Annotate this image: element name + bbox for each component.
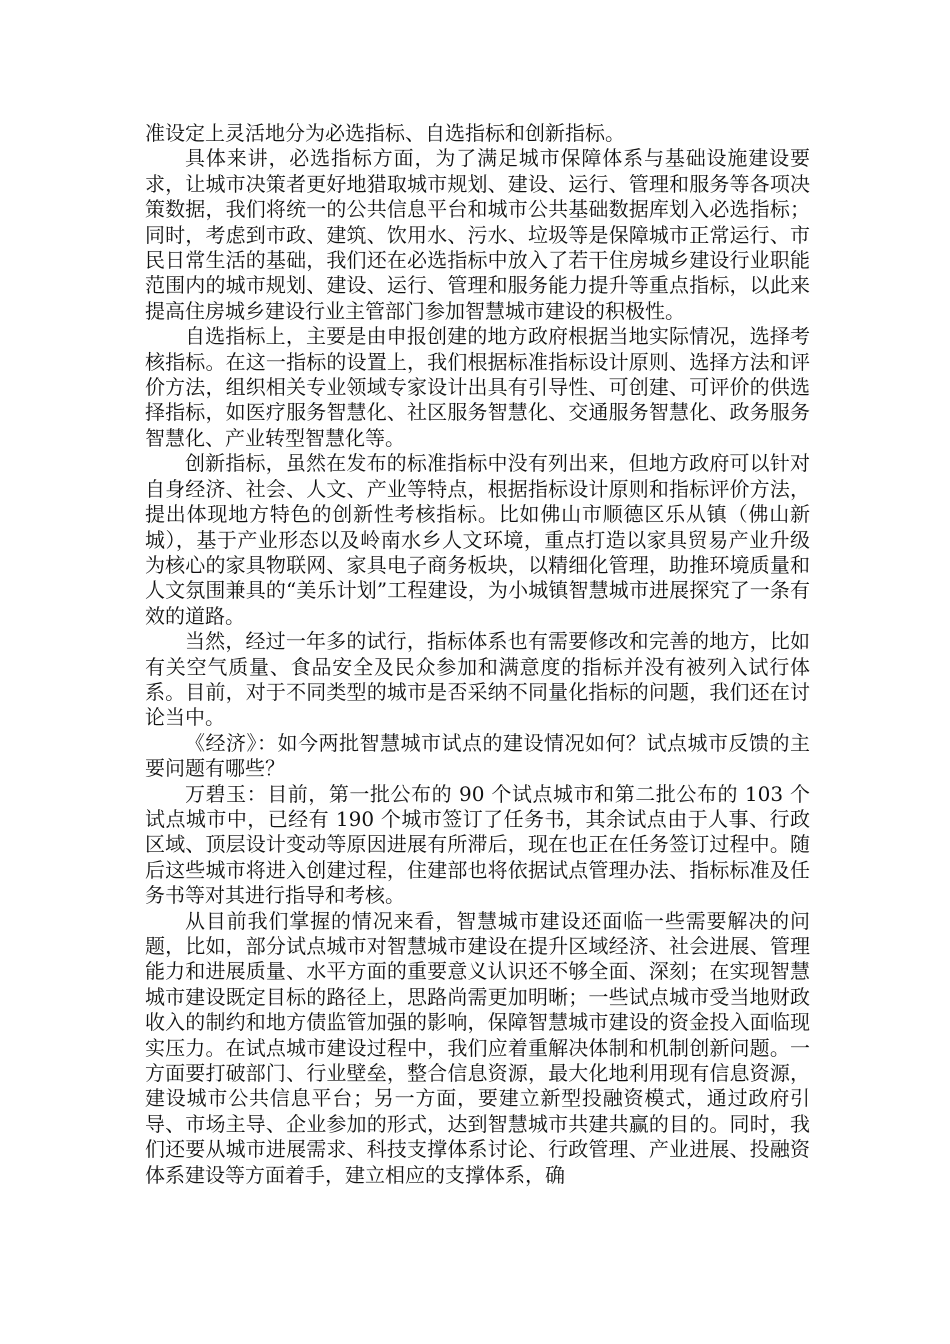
- paragraph-interview-answer: 万碧玉：目前，第一批公布的 90 个试点城市和第二批公布的 103 个试点城市中，已经有 190 个城市签订了任务书，其余试点由于人事、行政区域、顶层设计变动等原因进展有所滞后，现在也正在任务签订过程中。随后这些城市将进入创建过程，住建部也将依据试点管理办法、指标标准及任务书等对其进行指导和考核。: [145, 781, 810, 908]
- paragraph-innovative-indicators: 创新指标，虽然在发布的标准指标中没有列出来，但地方政府可以针对自身经济、社会、人文、产业等特点，根据指标设计原则和指标评价方法，提出体现地方特色的创新性考核指标。比如佛山市顺德区乐从镇（佛山新城），基于产业形态以及岭南水乡人文环境，重点打造以家具贸易产业升级为核心的家具物联网、家具电子商务板块，以精细化管理，助推环境质量和人文氛围兼具的“美乐计划”工程建设，为小城镇智慧城市进展探究了一条有效的道路。: [145, 451, 810, 628]
- paragraph-trial-revision: 当然，经过一年多的试行，指标体系也有需要修改和完善的地方，比如有关空气质量、食品安全及民众参加和满意度的指标并没有被列入试行体系。目前，对于不同类型的城市是否采纳不同量化指标的问题，我们还在讨论当中。: [145, 629, 810, 730]
- paragraph-intro-continuation: 准设定上灵活地分为必选指标、自选指标和创新指标。: [145, 121, 625, 145]
- paragraph-current-problems: 从目前我们掌握的情况来看，智慧城市建设还面临一些需要解决的问题，比如，部分试点城市对智慧城市建设在提升区域经济、社会进展、管理能力和进展质量、水平方面的重要意义认识还不够全面、深刻；在实现智慧城市建设既定目标的路径上，思路尚需更加明晰；一些试点城市受当地财政收入的制约和地方债监管加强的影响，保障智慧城市建设的资金投入面临现实压力。在试点城市建设过程中，我们应着重解决体制和机制创新问题。一方面要打破部门、行业壁垒，整合信息资源，最大化地利用现有信息资源，建设城市公共信息平台；另一方面，要建立新型投融资模式，通过政府引导、市场主导、企业参加的形式，达到智慧城市共建共赢的目的。同时，我们还要从城市进展需求、科技支撑体系讨论、行政管理、产业进展、投融资体系建设等方面着手，建立相应的支撑体系，确: [145, 908, 810, 1187]
- paragraph-required-indicators: 具体来讲，必选指标方面，为了满足城市保障体系与基础设施建设要求，让城市决策者更好地猎取城市规划、建设、运行、管理和服务等各项决策数据，我们将统一的公共信息平台和城市公共基础数据库划入必选指标；同时，考虑到市政、建筑、饮用水、污水、垃圾等是保障城市正常运行、市民日常生活的基础，我们还在必选指标中放入了若干住房城乡建设行业职能范围内的城市规划、建设、运行、管理和服务能力提升等重点指标，以此来提高住房城乡建设行业主管部门参加智慧城市建设的积极性。: [145, 146, 810, 323]
- document-page: [145, 121, 810, 1188]
- paragraph-interview-question: 《经济》：如今两批智慧城市试点的建设情况如何？试点城市反馈的主要问题有哪些？: [145, 730, 810, 781]
- paragraph-optional-indicators: 自选指标上，主要是由申报创建的地方政府根据当地实际情况，选择考核指标。在这一指标的设置上，我们根据标准指标设计原则、选择方法和评价方法，组织相关专业领域专家设计出具有引导性、可创建、可评价的供选择指标，如医疗服务智慧化、社区服务智慧化、交通服务智慧化、政务服务智慧化、产业转型智慧化等。: [145, 324, 810, 450]
